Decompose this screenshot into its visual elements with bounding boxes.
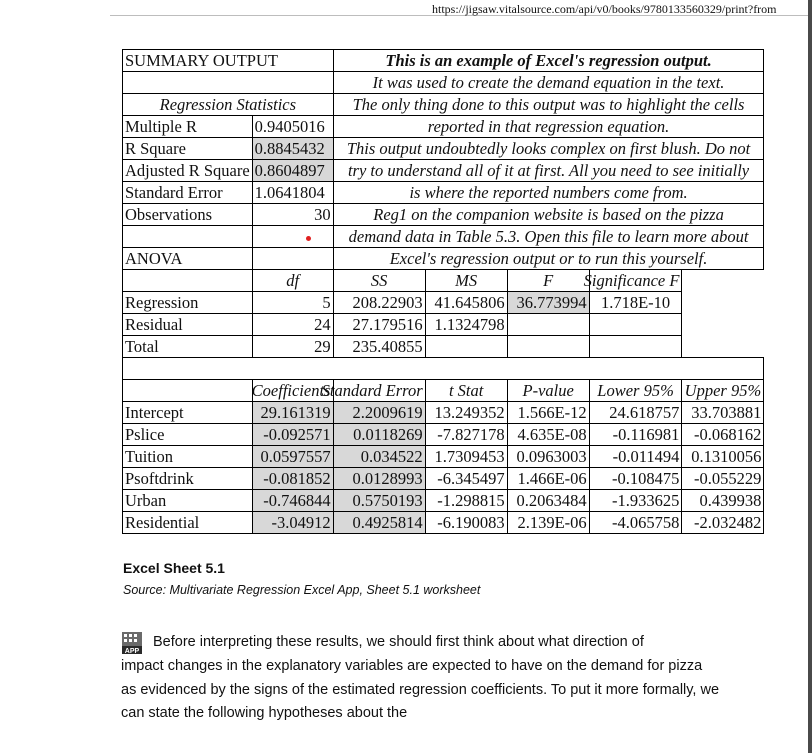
coef-cell: -0.068162: [682, 424, 764, 446]
coef-cell: 0.0963003: [507, 446, 589, 468]
note-line: Excel's regression output or to run this yourself.: [333, 248, 764, 270]
coef-cell: -0.092571: [252, 424, 333, 446]
empty-cell: [682, 270, 764, 292]
note-line: try to understand all of it at first. All you need to see initially: [333, 160, 764, 182]
anova-header-significance-f: Significance F: [589, 270, 682, 292]
empty-cell: [252, 248, 333, 270]
coef-cell: 2.2009619: [333, 402, 425, 424]
anova-row-label: Regression: [123, 292, 253, 314]
anova-header-ss: SS: [333, 270, 425, 292]
coef-cell: 0.4925814: [333, 512, 425, 534]
body-first-line: Before interpreting these results, we should first think about what direction of: [153, 634, 644, 650]
coef-cell: 0.034522: [333, 446, 425, 468]
coef-row-label: Pslice: [123, 424, 253, 446]
stat-value: 30: [252, 204, 333, 226]
cursor-dot: [306, 236, 311, 241]
coef-cell: 24.618757: [589, 402, 682, 424]
anova-row-label: Residual: [123, 314, 253, 336]
empty-cell: [123, 226, 253, 248]
body-paragraph: [121, 631, 721, 726]
coef-row-label: Psoftdrink: [123, 468, 253, 490]
coef-cell: -0.055229: [682, 468, 764, 490]
anova-cell: 1.1324798: [425, 314, 507, 336]
coef-cell: 0.0597557: [252, 446, 333, 468]
empty-cell: [589, 336, 682, 358]
stat-value: 0.9405016: [252, 116, 333, 138]
coef-row-label: Tuition: [123, 446, 253, 468]
stat-value: 0.8845432: [252, 138, 333, 160]
app-icon[interactable]: [121, 631, 143, 655]
coef-cell: 0.1310056: [682, 446, 764, 468]
coef-cell: 1.466E-06: [507, 468, 589, 490]
svg-text:APP: APP: [124, 648, 140, 655]
sheet-caption-title: Excel Sheet 5.1: [123, 560, 225, 576]
empty-cell: [123, 72, 334, 94]
empty-cell: [682, 336, 764, 358]
anova-cell: 24: [252, 314, 333, 336]
empty-cell: [123, 270, 253, 292]
coef-cell: -0.108475: [589, 468, 682, 490]
anova-cell: 36.773994: [507, 292, 589, 314]
empty-cell: [507, 336, 589, 358]
anova-cell: 5: [252, 292, 333, 314]
coef-cell: -0.116981: [589, 424, 682, 446]
empty-cell: [682, 292, 764, 314]
note-line: is where the reported numbers come from.: [333, 182, 764, 204]
coef-cell: 0.0118269: [333, 424, 425, 446]
summary-output-label: SUMMARY OUTPUT: [123, 50, 334, 72]
coef-header-standard-error: Standard Error: [333, 380, 425, 402]
sheet-caption-source: Source: Multivariate Regression Excel App, Sheet 5.1 worksheet: [123, 583, 481, 597]
coef-cell: 0.439938: [682, 490, 764, 512]
excel-regression-table: [122, 49, 764, 534]
coef-cell: 33.703881: [682, 402, 764, 424]
window-edge: [808, 0, 812, 753]
coef-cell: -6.190083: [425, 512, 507, 534]
anova-header-ms: MS: [425, 270, 507, 292]
coef-cell: -2.032482: [682, 512, 764, 534]
anova-row-label: Total: [123, 336, 253, 358]
empty-cell: [252, 226, 333, 248]
coef-cell: -0.746844: [252, 490, 333, 512]
coef-row-label: Urban: [123, 490, 253, 512]
coef-cell: -4.065758: [589, 512, 682, 534]
stat-label: Adjusted R Square: [123, 160, 253, 182]
coef-cell: 0.2063484: [507, 490, 589, 512]
blank-row: [123, 358, 764, 380]
coef-cell: 2.139E-06: [507, 512, 589, 534]
empty-cell: [507, 314, 589, 336]
body-remaining-text: impact changes in the explanatory variables are expected to have on the demand for pizza as evidenced by the signs of the estimated regression coefficients. To put it more formally, we can state the following hypotheses about the: [121, 658, 720, 721]
print-url: https://jigsaw.vitalsource.com/api/v0/books/9780133560329/print?from: [432, 2, 777, 16]
anova-cell: 41.645806: [425, 292, 507, 314]
coef-cell: 13.249352: [425, 402, 507, 424]
note-line: It was used to create the demand equation in the text.: [333, 72, 764, 94]
anova-cell: 235.40855: [333, 336, 425, 358]
coef-header-lower-95: Lower 95%: [589, 380, 682, 402]
empty-cell: [682, 314, 764, 336]
anova-cell: 208.22903: [333, 292, 425, 314]
coef-cell: 0.0128993: [333, 468, 425, 490]
anova-header-df: df: [252, 270, 333, 292]
coef-cell: -0.081852: [252, 468, 333, 490]
coef-header-coefficients: Coefficients: [252, 380, 333, 402]
coef-cell: 0.5750193: [333, 490, 425, 512]
stat-value: 0.8604897: [252, 160, 333, 182]
coef-cell: 29.161319: [252, 402, 333, 424]
anova-cell: 29: [252, 336, 333, 358]
coef-header-t-stat: t Stat: [425, 380, 507, 402]
anova-header-f: F: [507, 270, 589, 292]
coef-cell: -3.04912: [252, 512, 333, 534]
stat-label: Standard Error: [123, 182, 253, 204]
note-line: This is an example of Excel's regression output.: [333, 50, 764, 72]
note-line: demand data in Table 5.3. Open this file to learn more about: [333, 226, 764, 248]
stat-label: Multiple R: [123, 116, 253, 138]
note-line: The only thing done to this output was to highlight the cells: [333, 94, 764, 116]
coef-cell: -7.827178: [425, 424, 507, 446]
coef-cell: -6.345497: [425, 468, 507, 490]
empty-cell: [425, 336, 507, 358]
coef-cell: -1.933625: [589, 490, 682, 512]
regression-statistics-header: Regression Statistics: [123, 94, 334, 116]
note-line: reported in that regression equation.: [333, 116, 764, 138]
note-line: This output undoubtedly looks complex on first blush. Do not: [333, 138, 764, 160]
coef-cell: -1.298815: [425, 490, 507, 512]
coef-row-label: Residential: [123, 512, 253, 534]
anova-label: ANOVA: [123, 248, 253, 270]
coef-cell: 1.566E-12: [507, 402, 589, 424]
coef-cell: -0.011494: [589, 446, 682, 468]
coef-header-upper-95: Upper 95%: [682, 380, 764, 402]
stat-label: Observations: [123, 204, 253, 226]
anova-cell: 1.718E-10: [589, 292, 682, 314]
coef-row-label: Intercept: [123, 402, 253, 424]
coef-header-p-value: P-value: [507, 380, 589, 402]
stat-value: 1.0641804: [252, 182, 333, 204]
note-line: Reg1 on the companion website is based on the pizza: [333, 204, 764, 226]
empty-cell: [123, 380, 253, 402]
anova-cell: 27.179516: [333, 314, 425, 336]
coef-cell: 1.7309453: [425, 446, 507, 468]
empty-cell: [589, 314, 682, 336]
stat-label: R Square: [123, 138, 253, 160]
coef-cell: 4.635E-08: [507, 424, 589, 446]
